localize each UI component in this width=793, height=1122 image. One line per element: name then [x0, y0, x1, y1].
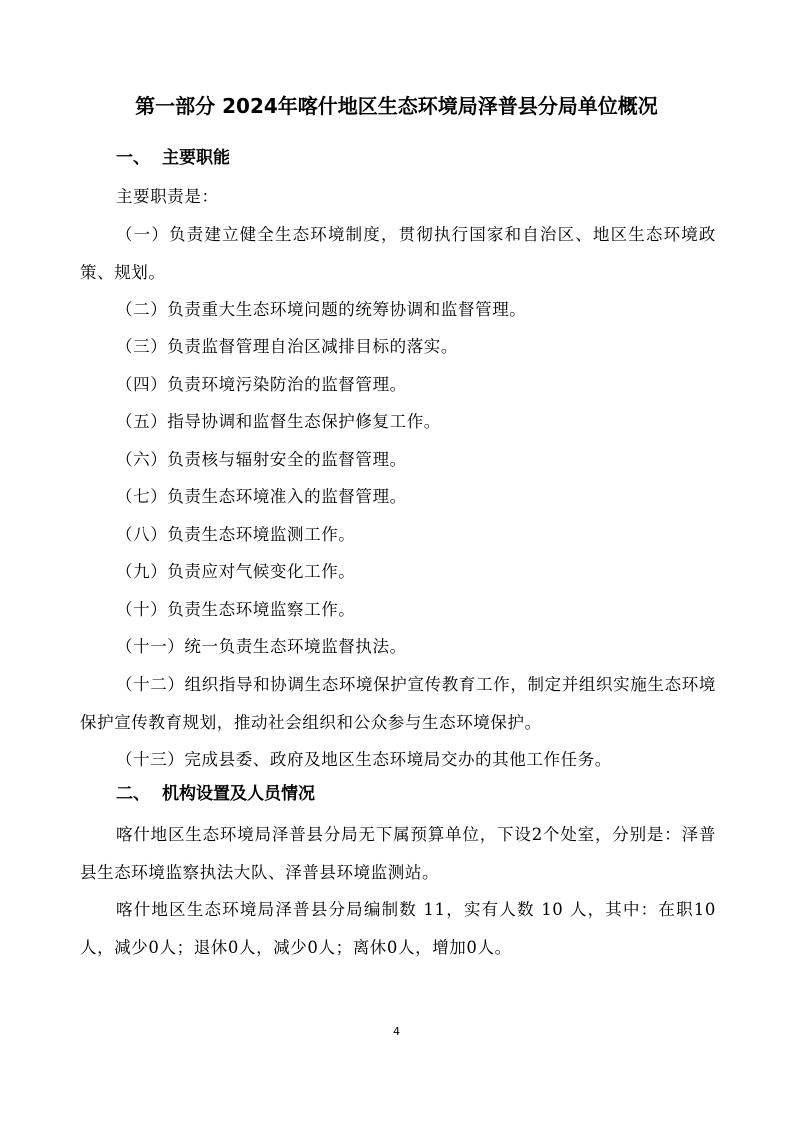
section-heading-organization — [116, 782, 315, 806]
duty-item: （三）负责监督管理自治区减排目标的落实。 — [116, 337, 458, 356]
intro-paragraph: 主要职责是： — [116, 187, 219, 206]
duty-item: （七）负责生态环境准入的监督管理。 — [116, 487, 407, 506]
section-number: 一、 — [116, 148, 150, 168]
duty-item: （十三）完成县委、政府及地区生态环境局交办的其他工作任务。 — [116, 750, 612, 769]
duty-item: （五）指导协调和监督生态保护修复工作。 — [116, 412, 441, 431]
page-number: 4 — [393, 1025, 400, 1038]
section-number: 二、 — [116, 784, 150, 804]
section-heading-functions — [116, 146, 230, 170]
organization-paragraph: 喀什地区生态环境局泽普县分局无下属预算单位，下设2个处室，分别是：泽普县生态环境监察执法大队、泽普县环境监测站。 — [80, 825, 716, 882]
duty-item: （六）负责核与辐射安全的监督管理。 — [116, 450, 407, 469]
section-heading-text: 主要职能 — [162, 148, 230, 168]
duty-item: （十）负责生态环境监察工作。 — [116, 600, 356, 619]
duty-item: （九）负责应对气候变化工作。 — [116, 562, 356, 581]
duty-item: （十二）组织指导和协调生态环境保护宣传教育工作，制定并组织实施生态环境保护宣传教育规划，推动社会组织和公众参与生态环境保护。 — [80, 675, 716, 732]
duty-item: （四）负责环境污染防治的监督管理。 — [116, 375, 407, 394]
duty-item: （八）负责生态环境监测工作。 — [116, 525, 356, 544]
duty-item: （一）负责建立健全生态环境制度，贯彻执行国家和自治区、地区生态环境政策、规划。 — [80, 225, 716, 282]
page-title: 第一部分 2024年喀什地区生态环境局泽普县分局单位概况 — [135, 94, 658, 118]
duty-item: （二）负责重大生态环境问题的统筹协调和监督管理。 — [116, 300, 527, 319]
section-heading-text: 机构设置及人员情况 — [162, 784, 315, 804]
duty-item: （十一）统一负责生态环境监督执法。 — [116, 637, 407, 656]
staffing-paragraph: 喀什地区生态环境局泽普县分局编制数 11，实有人数 10 人，其中：在职10人，减少0人；退休0人，减少0人；离休0人，增加0人。 — [80, 900, 716, 957]
